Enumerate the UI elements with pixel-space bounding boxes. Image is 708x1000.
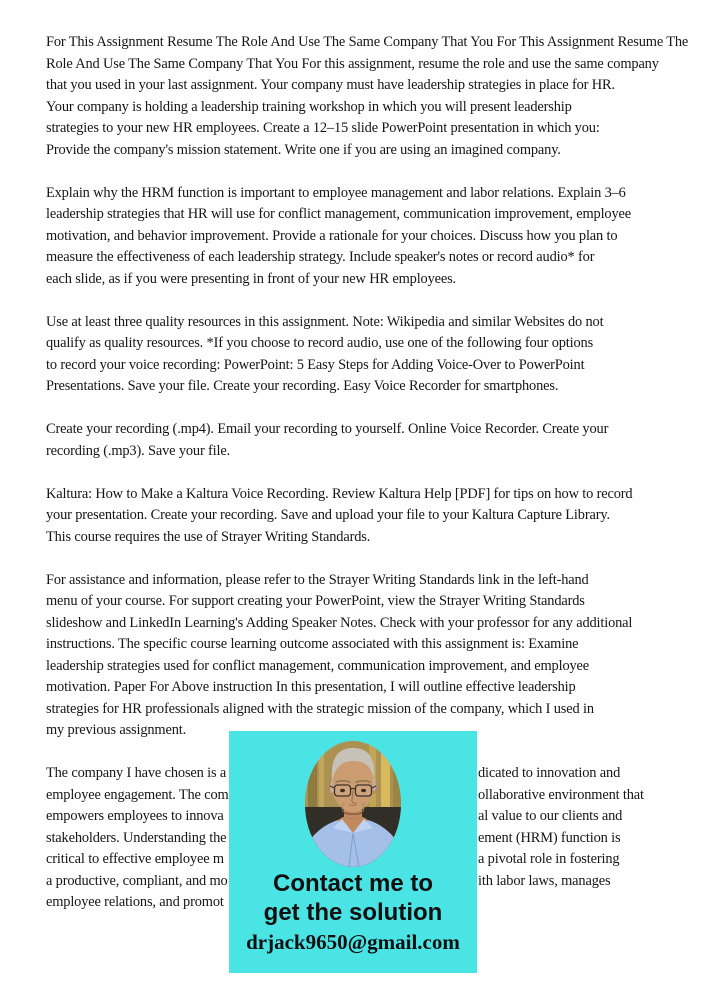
contact-overlay-card <box>229 731 477 973</box>
text-fragment-right: al value to our clients and <box>478 808 623 824</box>
text-line: Create your recording (.mp4). Email your recording to yourself. Online Voice Recorder. Create your <box>46 421 609 437</box>
text-line: to record your voice recording: PowerPoint: 5 Easy Steps for Adding Voice-Over to PowerPoint <box>46 356 585 373</box>
text-line: Explain why the HRM function is important to employee management and labor relations. Explain 3–6 <box>46 184 626 201</box>
text-line: motivation, and behavior improvement. Provide a rationale for your choices. Discuss how you plan to <box>46 227 618 244</box>
text-fragment-left: empowers employees to innova <box>46 808 224 824</box>
contact-email: drjack9650@gmail.com <box>246 930 460 954</box>
text-line: qualify as quality resources. *If you choose to record audio, use one of the following four options <box>46 335 594 351</box>
text-fragment-left: critical to effective employee m <box>46 851 224 867</box>
text-line: your presentation. Create your recording. Save and upload your file to your Kaltura Capture Library. <box>46 507 610 523</box>
text-line: slideshow and LinkedIn Learning's Adding Speaker Notes. Check with your professor for any additional <box>46 614 633 631</box>
text-line: each slide, as if you were presenting in front of your new HR employees. <box>46 270 457 287</box>
paragraph-6 <box>46 570 708 742</box>
contact-heading-line2: get the solution <box>263 898 443 926</box>
text-line: measure the effectiveness of each leadership strategy. Include speaker's notes or record audio* for <box>46 249 595 265</box>
contact-heading <box>264 870 443 927</box>
text-line: menu of your course. For support creating your PowerPoint, view the Strayer Writing Standards <box>46 593 585 609</box>
text-fragment-left: The company I have chosen is a <box>46 765 227 781</box>
text-line: Presentations. Save your file. Create your recording. Easy Voice Recorder for smartphones. <box>46 378 559 394</box>
text-line: For This Assignment Resume The Role And Use The Same Company That You For This Assignment Resume The <box>46 34 689 50</box>
text-line: that you used in your last assignment. Your company must have leadership strategies in place for HR. <box>46 77 615 93</box>
text-line: my previous assignment. <box>46 722 187 738</box>
text-line: instructions. The specific course learning outcome associated with this assignment is: Examine <box>46 636 579 652</box>
text-line: Use at least three quality resources in this assignment. Note: Wikipedia and similar Websites do not <box>46 313 604 330</box>
text-fragment-left: employee relations, and promot <box>46 894 224 910</box>
text-fragment-right: ollaborative environment that <box>478 786 644 803</box>
text-line: Kaltura: How to Make a Kaltura Voice Recording. Review Kaltura Help [PDF] for tips on how to record <box>46 485 633 502</box>
text-fragment-left: stakeholders. Understanding the <box>46 829 227 846</box>
paragraph-1 <box>46 32 708 161</box>
text-line: strategies for HR professionals aligned with the strategic mission of the company, which I used in <box>46 700 594 717</box>
text-fragment-left: employee engagement. The com <box>46 786 229 803</box>
paragraph-3 <box>46 312 708 398</box>
paragraph-2 <box>46 183 708 291</box>
text-line: recording (.mp3). Save your file. <box>46 442 231 459</box>
text-fragment-left: a productive, compliant, and mo <box>46 872 228 889</box>
text-fragment-right: dicated to innovation and <box>478 765 621 781</box>
text-line: leadership strategies that HR will use for conflict management, communication improvement, employee <box>46 206 631 222</box>
text-line: Role And Use The Same Company That You For this assignment, resume the role and use the same company <box>46 55 659 72</box>
text-fragment-right: a pivotal role in fostering <box>478 851 620 867</box>
text-line: This course requires the use of Strayer Writing Standards. <box>46 528 371 545</box>
text-fragment-right: ith labor laws, manages <box>478 872 611 889</box>
contact-heading-line1: Contact me to <box>272 870 433 897</box>
text-line: leadership strategies used for conflict management, communication improvement, and employee <box>46 657 590 674</box>
text-line: For assistance and information, please refer to the Strayer Writing Standards link in the left-hand <box>46 571 589 588</box>
paragraph-5 <box>46 484 708 549</box>
text-line: strategies to your new HR employees. Create a 12–15 slide PowerPoint presentation in which you: <box>46 120 600 136</box>
man-portrait-photo <box>305 741 401 867</box>
text-line: motivation. Paper For Above instruction In this presentation, I will outline effective leadership <box>46 679 576 695</box>
text-line: Provide the company's mission statement. Write one if you are using an imagined company. <box>46 141 561 158</box>
paragraph-4 <box>46 419 708 462</box>
text-fragment-right: ement (HRM) function is <box>478 829 621 846</box>
text-line: Your company is holding a leadership training workshop in which you will present leadership <box>46 98 572 115</box>
